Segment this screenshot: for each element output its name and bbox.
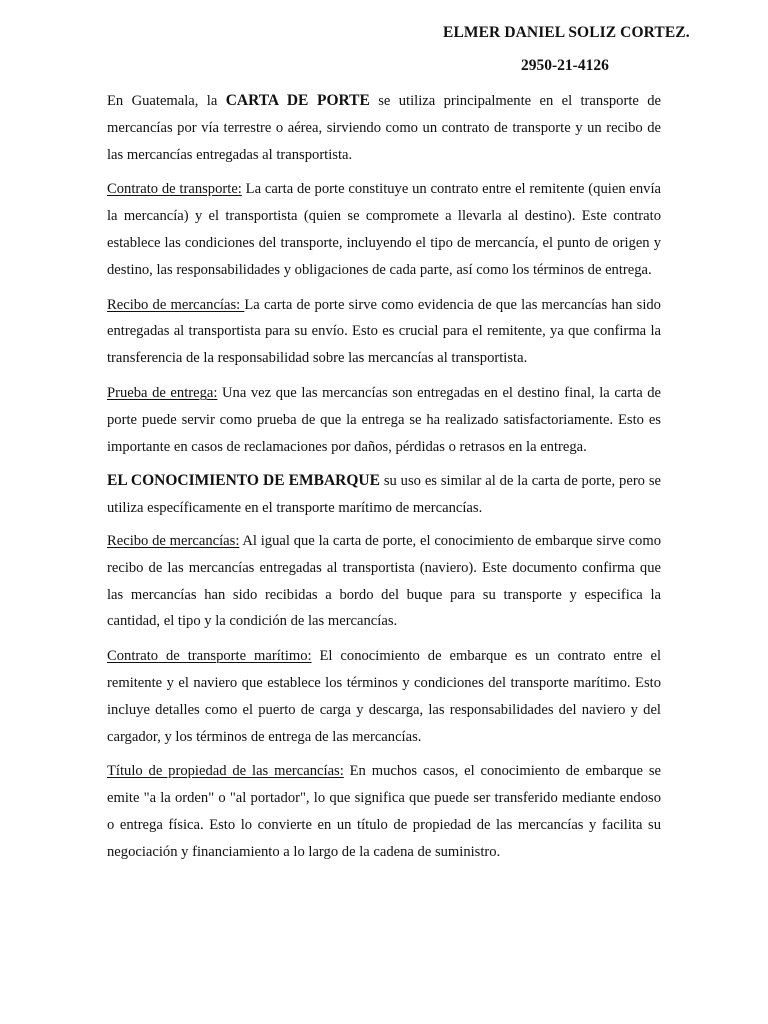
paragraph-text: se utiliza principalmente en el transporte de mercancías por vía terrestre o aérea, sirviendo como un contrato de transporte y un recibo de las mercancías entregadas al transportista.: [107, 93, 661, 163]
paragraph-recibo-de-mercancias: [107, 292, 661, 372]
paragraph-intro-carta-de-porte: [107, 88, 661, 168]
paragraph-lead: Contrato de transporte marítimo:: [107, 648, 312, 665]
paragraph-text: En muchos casos, el conocimiento de embarque se emite "a la orden" o "al portador", lo que significa que puede ser transferido mediante endoso o entrega física. Esto lo convierte en un título de propiedad de las mercancías y facilita su negociación y financiamiento a lo largo de la cadena de suministro.: [107, 763, 661, 860]
paragraph-recibo-de-mercancias-maritimo: [107, 528, 661, 635]
paragraph-titulo-de-propiedad: [107, 758, 661, 865]
paragraph-text: su uso es similar al de la carta de porte, pero se utiliza específicamente en el transporte marítimo de mercancías.: [107, 473, 662, 517]
paragraph-lead: Recibo de mercancías:: [107, 296, 245, 313]
paragraph-prefix: En Guatemala, la: [107, 93, 226, 109]
paragraph-contrato-de-transporte-maritimo: [107, 643, 661, 750]
paragraph-text: Una vez que las mercancías son entregadas en el destino final, la carta de porte puede servir como prueba de que la entrega se ha realizado satisfactoriamente. Esto es importante en casos de reclamaciones por daños, pérdidas o retrasos en la entrega.: [107, 384, 662, 455]
paragraph-contrato-de-transporte: [107, 176, 661, 283]
paragraph-text: La carta de porte constituye un contrato entre el remitente (quien envía la mercancía) y el transportista (quien se compromete a llevarla al destino). Este contrato establece las condiciones del transporte, incluyendo el tipo de mercancía, el punto de origen y destino, las responsabilidades y obligaciones de cada parte, así como los términos de entrega.: [107, 181, 661, 278]
paragraph-text: La carta de porte sirve como evidencia de que las mercancías han sido entregadas al transportista para su envío. Esto es crucial para el remitente, ya que confirma la transferencia de la responsabilidad sobre las mercancías al transportista.: [107, 296, 661, 367]
paragraph-lead: Prueba de entrega:: [107, 384, 218, 401]
paragraph-lead: Título de propiedad de las mercancías:: [107, 763, 344, 780]
paragraph-intro-conocimiento-de-embarque: [107, 468, 661, 522]
term-carta-de-porte: CARTA DE PORTE: [225, 92, 370, 109]
paragraph-prueba-de-entrega: [107, 380, 661, 460]
paragraph-lead: Recibo de mercancías:: [107, 532, 240, 549]
document-body: [107, 88, 661, 874]
term-conocimiento-de-embarque: EL CONOCIMIENTO DE EMBARQUE: [107, 472, 380, 490]
author-id: 2950-21-4126: [521, 57, 609, 74]
author-name: ELMER DANIEL SOLIZ CORTEZ.: [443, 24, 690, 41]
paragraph-text: Al igual que la carta de porte, el conocimiento de embarque sirve como recibo de las mercancías entregadas al transportista (naviero). Este documento confirma que las mercancías han sido recibidas a bordo del buque para su transporte y especifica la cantidad, el tipo y la condición de las mercancías.: [107, 532, 661, 630]
paragraph-text: El conocimiento de embarque es un contrato entre el remitente y el naviero que establece los términos y condiciones del transporte marítimo. Esto incluye detalles como el puerto de carga y descarga, las responsabilidades del naviero y del cargador, y los términos de entrega de las mercancías.: [107, 648, 661, 745]
paragraph-lead: Contrato de transporte:: [107, 181, 242, 198]
